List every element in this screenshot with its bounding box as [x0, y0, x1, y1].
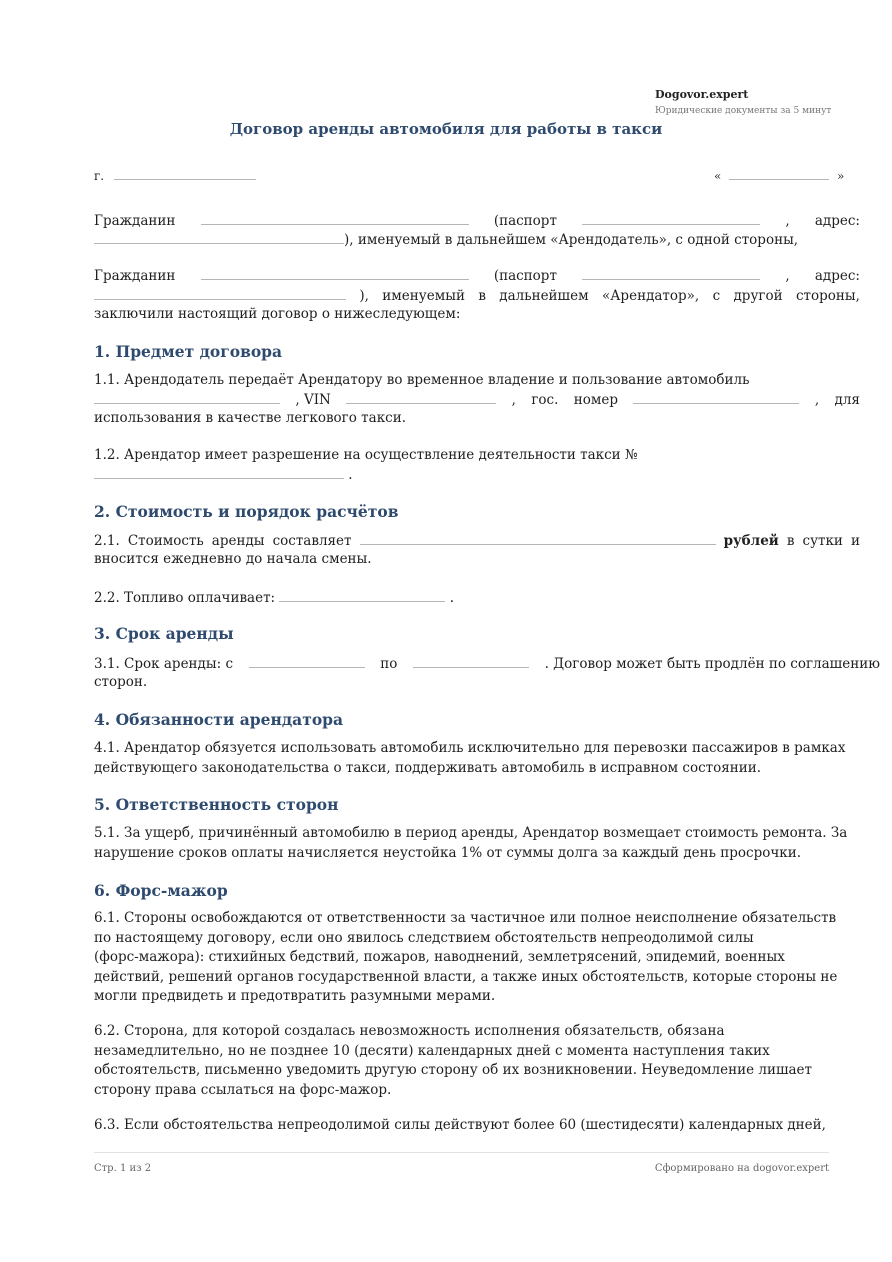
landlord-address: адрес:	[814, 213, 860, 229]
landlord-rest: ), именуемый в дальнейшем «Арендодатель», с одной стороны,	[344, 232, 799, 248]
city-blank[interactable]	[114, 166, 256, 180]
s2-word: в	[786, 533, 795, 549]
tenant-line-3: заключили настоящий договор о нижеследующем:	[94, 306, 461, 322]
s4-line: действующего законодательства о такси, поддерживать автомобиль в исправном состоянии.	[94, 759, 762, 776]
s6-p1-line: (форс-мажора): стихийных бедствий, пожаров, наводнений, землетрясений, эпидемий, военных	[94, 949, 785, 965]
tenant-name-blank[interactable]	[201, 266, 469, 280]
date-line	[714, 166, 844, 186]
term-to-blank[interactable]	[413, 654, 529, 668]
term-from-blank[interactable]	[249, 654, 365, 668]
tenant-passport-blank[interactable]	[582, 266, 760, 280]
s2-p1-line1	[94, 531, 860, 551]
landlord-line-2	[94, 230, 798, 250]
page-number: Стр. 1 из 2	[94, 1163, 152, 1174]
s6-p2-line: 6.2. Сторона, для которой создалась невозможность исполнения обязательств, обязана	[94, 1023, 725, 1039]
s5-paragraph	[94, 824, 874, 863]
s5-line: нарушение сроков оплаты начисляется неустойка 1% от суммы долга за каждый день просрочки.	[94, 844, 802, 861]
section-1-heading: 1. Предмет договора	[94, 342, 283, 361]
s2-word: составляет	[272, 533, 352, 549]
s2-word: 2.1.	[94, 533, 120, 549]
vin-label: , VIN	[295, 392, 331, 408]
gos-label: гос.	[531, 392, 559, 408]
landlord-passport-blank[interactable]	[582, 211, 760, 225]
s3-p1-line2: сторон.	[94, 674, 148, 690]
s5-line: 5.1. За ущерб, причинённый автомобилю в период аренды, Арендатор возмещает стоимость ремонта. За	[94, 825, 848, 841]
s1-p2-line1: 1.2. Арендатор имеет разрешение на осуществление деятельности такси №	[94, 447, 638, 463]
city-prefix: г.	[94, 169, 105, 183]
s6-p2-line: сторону права ссылаться на форс-мажор.	[94, 1081, 392, 1098]
section-5-heading: 5. Ответственность сторон	[94, 795, 339, 814]
s1-p1-line1: 1.1. Арендодатель передаёт Арендатору во временное владение и пользование автомобиль	[94, 372, 750, 388]
s1-comma-2: ,	[814, 392, 820, 408]
tenant-citizen: Гражданин	[94, 268, 176, 284]
s1-p1-line2	[94, 390, 860, 410]
section-2-heading: 2. Стоимость и порядок расчётов	[94, 502, 399, 521]
section-4-heading: 4. Обязанности арендатора	[94, 710, 344, 729]
dlya-word: для	[834, 392, 860, 408]
s2-p1-line2: вносится ежедневно до начала смены.	[94, 551, 372, 567]
s2-p2-line	[94, 588, 454, 608]
s2-word: Стоимость	[127, 533, 204, 549]
s6-p1-line: по настоящему договору, если оно явилось следствием обстоятельств непреодолимой силы	[94, 929, 754, 946]
landlord-address-blank[interactable]	[94, 230, 344, 244]
s2-word: аренды	[211, 533, 265, 549]
city-line	[94, 166, 256, 186]
vin-blank[interactable]	[346, 390, 496, 404]
s2-word: и	[850, 533, 860, 549]
tenant-word: именуемый	[382, 288, 465, 304]
brand-header	[655, 88, 875, 118]
section-6-heading: 6. Форс-мажор	[94, 881, 228, 900]
plate-number-blank[interactable]	[633, 390, 799, 404]
s6-p2-line: незамедлительно, но не позднее 10 (десяти) календарных дней с момента наступления таких	[94, 1042, 770, 1059]
fuel-payer-blank[interactable]	[279, 588, 445, 602]
s1-p2-line2	[94, 465, 353, 485]
landlord-comma: ,	[785, 213, 790, 229]
brand-tagline: Юридические документы за 5 минут	[655, 106, 832, 116]
tenant-comma: ,	[785, 268, 790, 284]
s2-word: сутки	[802, 533, 843, 549]
landlord-line-1	[94, 211, 860, 231]
tenant-word: ),	[359, 288, 369, 304]
section-3-heading: 3. Срок аренды	[94, 624, 234, 643]
s2-p2-dot: .	[449, 590, 454, 606]
generated-by[interactable]: Сформировано на dogovor.expert	[654, 1163, 829, 1174]
s6-p2-line: обстоятельств, письменно уведомить другую сторону об их возникновении. Неуведомление лишает	[94, 1062, 813, 1078]
landlord-passport: (паспорт	[493, 213, 557, 229]
s6-p1-line: могли предвидеть и предотвратить разумными мерами.	[94, 988, 496, 1004]
s4-paragraph	[94, 739, 874, 778]
s6-p3-line: 6.3. Если обстоятельства непреодолимой силы действуют более 60 (шестидесяти) календарных дней,	[94, 1117, 826, 1133]
date-open-quote: «	[714, 169, 722, 183]
tenant-word: стороны,	[795, 288, 860, 304]
s6-paragraph-3	[94, 1116, 874, 1136]
term-to-label: по	[380, 656, 398, 672]
s6-paragraph-1	[94, 909, 874, 1007]
term-extension-text: . Договор может быть продлён по соглашению	[544, 656, 880, 672]
s3-p1-line1	[94, 654, 880, 674]
tenant-line-1	[94, 266, 860, 286]
s1-p2-dot: .	[348, 467, 353, 483]
term-from-label: 3.1. Срок аренды: с	[94, 656, 234, 672]
tenant-word: с	[712, 288, 721, 304]
tenant-word: другой	[733, 288, 783, 304]
s6-p1-line: действий, решений органов государственной власти, а также иных обстоятельств, которые стороны не	[94, 968, 838, 985]
s6-p1-line: 6.1. Стороны освобождаются от ответственности за частичное или полное неисполнение обязательств	[94, 910, 837, 926]
nomer-label: номер	[573, 392, 619, 408]
landlord-citizen: Гражданин	[94, 213, 176, 229]
fuel-label: 2.2. Топливо оплачивает:	[94, 590, 276, 606]
s1-comma: ,	[511, 392, 516, 408]
tenant-word: дальнейшем	[499, 288, 589, 304]
taxi-permit-blank[interactable]	[94, 465, 344, 479]
tenant-line-2	[94, 286, 860, 306]
date-blank[interactable]	[729, 166, 829, 180]
s1-p1-line3: использования в качестве легкового такси.	[94, 410, 406, 426]
tenant-address: адрес:	[814, 268, 860, 284]
footer-divider	[94, 1152, 829, 1153]
document-title: Договор аренды автомобиля для работы в такси	[229, 120, 663, 138]
brand-name: Dogovor.expert	[655, 88, 749, 101]
s6-paragraph-2	[94, 1022, 874, 1100]
tenant-word: в	[478, 288, 486, 304]
tenant-passport: (паспорт	[493, 268, 557, 284]
date-close-quote: »	[837, 169, 845, 183]
s4-line: 4.1. Арендатор обязуется использовать автомобиль исключительно для перевозки пассажиров в рамках	[94, 740, 846, 756]
rubles-label: рублей	[723, 533, 779, 549]
car-model-blank[interactable]	[94, 390, 280, 404]
rent-amount-blank[interactable]	[360, 531, 716, 545]
landlord-name-blank[interactable]	[201, 211, 469, 225]
tenant-word: «Арендатор»,	[601, 288, 700, 304]
tenant-address-blank[interactable]	[94, 286, 346, 300]
